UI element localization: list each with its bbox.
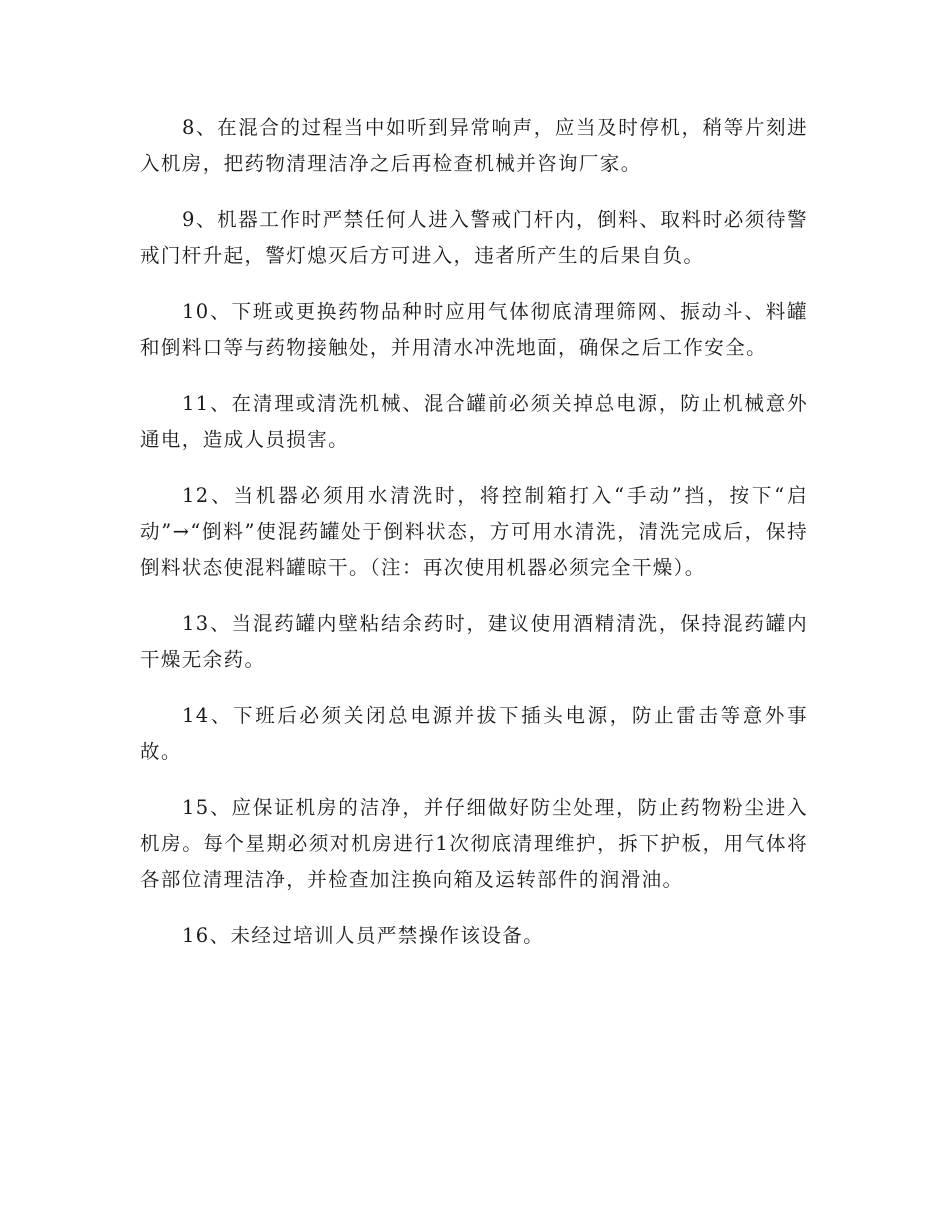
paragraph-item-14: 14、下班后必须关闭总电源并拔下插头电源，防止雷击等意外事故。 (140, 704, 808, 763)
paragraph-item-9: 9、机器工作时严禁任何人进入警戒门杆内，倒料、取料时必须待警戒门杆升起，警灯熄灭后方可进入，违者所产生的后果自负。 (140, 208, 808, 267)
paragraph-item-10: 10、下班或更换药物品种时应用气体彻底清理筛网、振动斗、料罐和倒料口等与药物接触处，并用清水冲洗地面，确保之后工作安全。 (140, 300, 808, 359)
paragraph-item-11: 11、在清理或清洗机械、混合罐前必须关掉总电源，防止机械意外通电，造成人员损害。 (140, 392, 808, 451)
document-page (140, 110, 808, 974)
paragraph-item-16: 16、未经过培训人员严禁操作该设备。 (182, 924, 545, 947)
paragraph-item-8: 8、在混合的过程当中如听到异常响声，应当及时停机，稍等片刻进入机房，把药物清理洁净之后再检查机械并咨询厂家。 (140, 116, 808, 175)
paragraph-item-15: 15、应保证机房的洁净，并仔细做好防尘处理，防止药物粉尘进入机房。每个星期必须对机房进行1次彻底清理维护，拆下护板，用气体将各部位清理洁净，并检查加注换向箱及运转部件的润滑油。 (140, 796, 808, 891)
paragraph-item-12: 12、当机器必须用水清洗时，将控制箱打入“手动”挡，按下“启动”→“倒料”使混药罐处于倒料状态，方可用水清洗，清洗完成后，保持倒料状态使混料罐晾干。（注：再次使用机器必须完全干燥）。 (140, 484, 808, 579)
paragraph-item-13: 13、当混药罐内壁粘结余药时，建议使用酒精清洗，保持混药罐内干燥无余药。 (140, 612, 808, 671)
